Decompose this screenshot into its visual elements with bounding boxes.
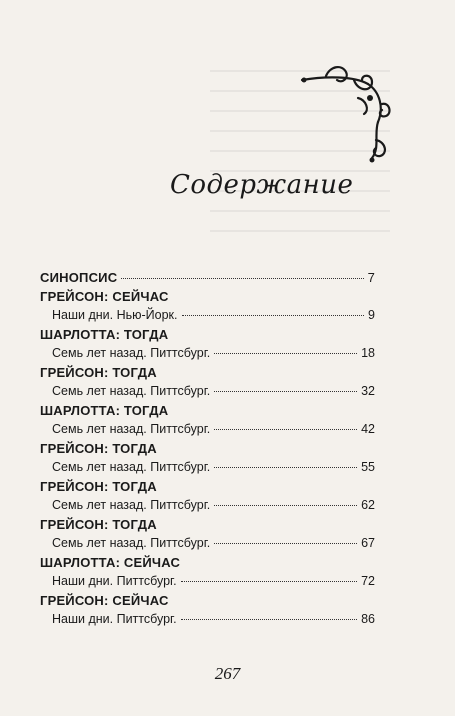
toc-page-number: 9	[368, 308, 375, 322]
toc-page-number: 7	[367, 270, 375, 285]
toc-label: Семь лет назад. Питтсбург.	[52, 536, 211, 550]
toc-entry	[40, 498, 375, 517]
toc-label: ГРЕЙСОН: ТОГДА	[40, 517, 157, 532]
toc-page-number: 67	[361, 536, 375, 550]
toc-entry	[40, 460, 375, 479]
toc-label: Семь лет назад. Питтсбург.	[52, 346, 211, 360]
toc-label: ГРЕЙСОН: СЕЙЧАС	[40, 289, 169, 304]
toc-leader-dots	[214, 543, 357, 544]
toc-page-number: 32	[361, 384, 375, 398]
toc-page-number: 86	[361, 612, 375, 626]
toc-label: Семь лет назад. Питтсбург.	[52, 422, 211, 436]
toc-chapter-heading	[40, 441, 375, 460]
toc-leader-dots	[214, 353, 357, 354]
toc-label: Семь лет назад. Питтсбург.	[52, 460, 211, 474]
toc-chapter-heading	[40, 270, 375, 289]
toc-chapter-heading	[40, 593, 375, 612]
toc-entry	[40, 612, 375, 631]
toc-label: Наши дни. Питтсбург.	[52, 574, 177, 588]
toc-leader-dots	[214, 391, 357, 392]
toc-label: Наши дни. Нью-Йорк.	[52, 308, 178, 322]
toc-entry	[40, 574, 375, 593]
toc-label: ГРЕЙСОН: ТОГДА	[40, 479, 157, 494]
toc-chapter-heading	[40, 327, 375, 346]
toc-label: Семь лет назад. Питтсбург.	[52, 384, 211, 398]
toc-label: ГРЕЙСОН: ТОГДА	[40, 365, 157, 380]
toc-label: ШАРЛОТТА: СЕЙЧАС	[40, 555, 181, 570]
toc-chapter-heading	[40, 289, 375, 308]
toc-leader-dots	[121, 278, 363, 279]
toc-label: СИНОПСИС	[40, 270, 118, 285]
toc-entry	[40, 422, 375, 441]
toc-chapter-heading	[40, 517, 375, 536]
toc-leader-dots	[214, 429, 357, 430]
toc-leader-dots	[181, 581, 358, 582]
toc-label: Семь лет назад. Питтсбург.	[52, 498, 211, 512]
toc-page-number: 62	[361, 498, 375, 512]
toc-page-number: 18	[361, 346, 375, 360]
toc-chapter-heading	[40, 555, 375, 574]
toc-entry	[40, 308, 375, 327]
toc-leader-dots	[181, 619, 358, 620]
toc-entry	[40, 346, 375, 365]
corner-ornament-icon	[296, 58, 394, 166]
table-of-contents	[40, 270, 375, 631]
toc-label: Наши дни. Питтсбург.	[52, 612, 177, 626]
page-number: 267	[214, 664, 241, 683]
toc-chapter-heading	[40, 365, 375, 384]
toc-entry	[40, 384, 375, 403]
toc-entry	[40, 536, 375, 555]
toc-page-number: 42	[361, 422, 375, 436]
toc-chapter-heading	[40, 403, 375, 422]
toc-leader-dots	[182, 315, 365, 316]
toc-leader-dots	[214, 467, 357, 468]
page-title: Содержание	[170, 170, 354, 200]
toc-leader-dots	[214, 505, 357, 506]
toc-label: ШАРЛОТТА: ТОГДА	[40, 403, 169, 418]
toc-label: ГРЕЙСОН: ТОГДА	[40, 441, 157, 456]
toc-chapter-heading	[40, 479, 375, 498]
toc-page-number: 72	[361, 574, 375, 588]
toc-label: ШАРЛОТТА: ТОГДА	[40, 327, 169, 342]
toc-label: ГРЕЙСОН: СЕЙЧАС	[40, 593, 169, 608]
toc-page-number: 55	[361, 460, 375, 474]
